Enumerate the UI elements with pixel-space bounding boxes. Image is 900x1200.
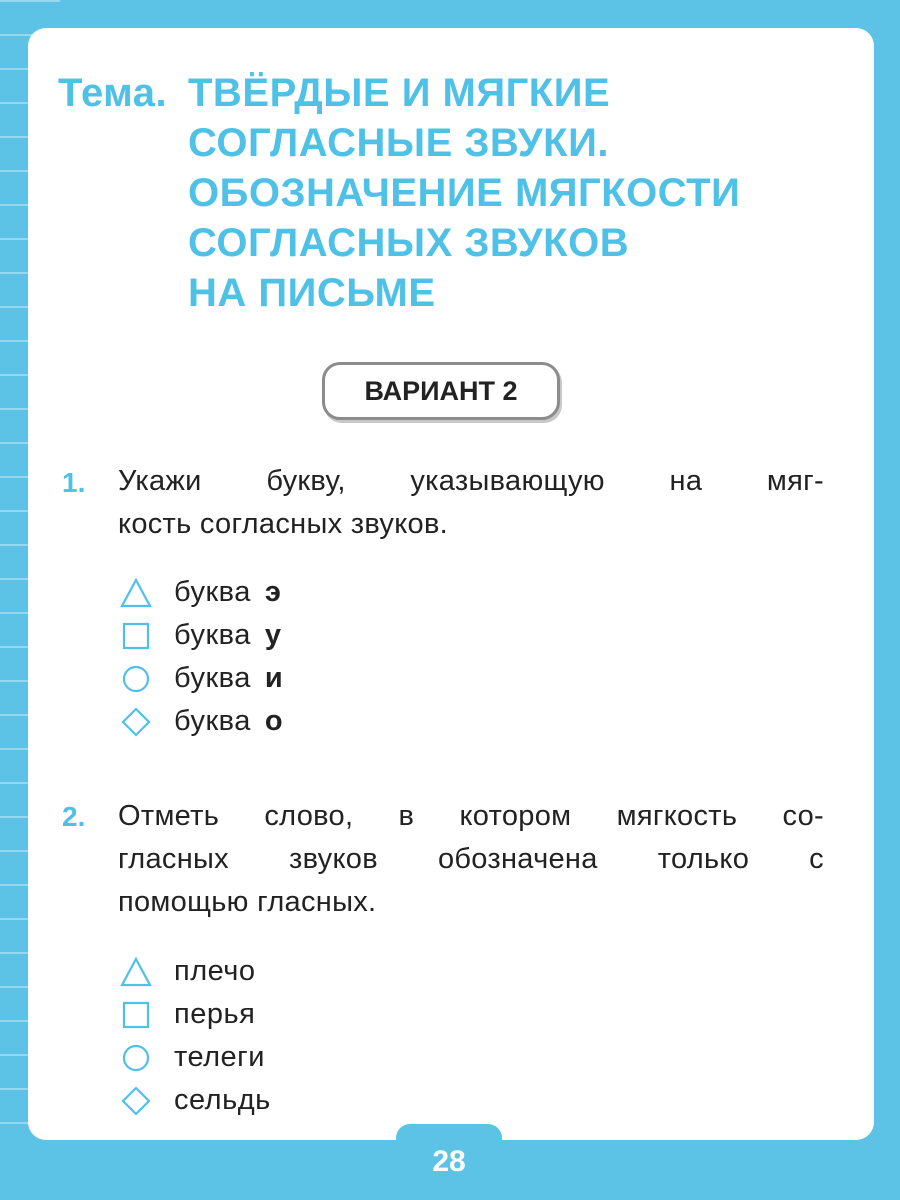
option-label: перья	[174, 998, 256, 1030]
theme-label: Тема.	[58, 71, 168, 115]
option-label: буква	[174, 705, 251, 737]
diamond-icon[interactable]	[120, 706, 152, 738]
option-label: плечо	[174, 955, 256, 987]
question-1-text	[118, 460, 824, 546]
option-label: телеги	[174, 1041, 265, 1073]
option-label: буква	[174, 576, 251, 608]
variant-badge: ВАРИАНТ 2	[322, 362, 560, 420]
answer-option[interactable]	[120, 614, 283, 657]
option-label: буква	[174, 662, 251, 694]
theme-line: НА ПИСЬМЕ	[188, 271, 436, 315]
question-text-line: гласных звуков обозначена только с	[118, 843, 824, 875]
theme-line: СОГЛАСНЫЕ ЗВУКИ.	[188, 121, 609, 165]
circle-icon[interactable]	[120, 1042, 152, 1074]
option-letter: о	[264, 705, 284, 737]
square-icon[interactable]	[120, 620, 152, 652]
triangle-icon[interactable]	[120, 956, 152, 988]
question-2-number: 2.	[62, 801, 86, 832]
theme-line: СОГЛАСНЫХ ЗВУКОВ	[188, 221, 630, 265]
answer-option[interactable]	[120, 571, 283, 614]
diamond-icon[interactable]	[120, 1085, 152, 1117]
page-number: 28	[432, 1145, 466, 1178]
theme-line: ОБОЗНАЧЕНИЕ МЯГКОСТИ	[188, 171, 741, 215]
theme-line: ТВЁРДЫЕ И МЯГКИЕ	[188, 71, 611, 115]
answer-option[interactable]	[120, 657, 283, 700]
triangle-icon[interactable]	[120, 577, 152, 609]
circle-icon[interactable]	[120, 663, 152, 695]
answer-option[interactable]	[120, 950, 271, 993]
question-text-line: кость согласных звуков.	[118, 508, 449, 540]
answer-option[interactable]	[120, 1079, 271, 1122]
square-icon[interactable]	[120, 999, 152, 1031]
answer-option[interactable]	[120, 993, 271, 1036]
option-letter: и	[264, 662, 284, 694]
question-2-options	[120, 950, 271, 1122]
page-number-tab	[396, 1124, 502, 1200]
question-text-line: Укажи букву, указывающую на мяг-	[118, 465, 824, 497]
option-letter: э	[264, 576, 282, 608]
question-1-options	[120, 571, 283, 743]
question-text-line: помощью гласных.	[118, 886, 377, 918]
option-label: сельдь	[174, 1084, 271, 1116]
option-label: буква	[174, 619, 251, 651]
question-2-text	[118, 795, 824, 924]
option-letter: у	[264, 619, 282, 651]
question-1-number: 1.	[62, 467, 86, 498]
question-text-line: Отметь слово, в котором мягкость со-	[118, 800, 824, 832]
answer-option[interactable]	[120, 1036, 271, 1079]
answer-option[interactable]	[120, 700, 283, 743]
